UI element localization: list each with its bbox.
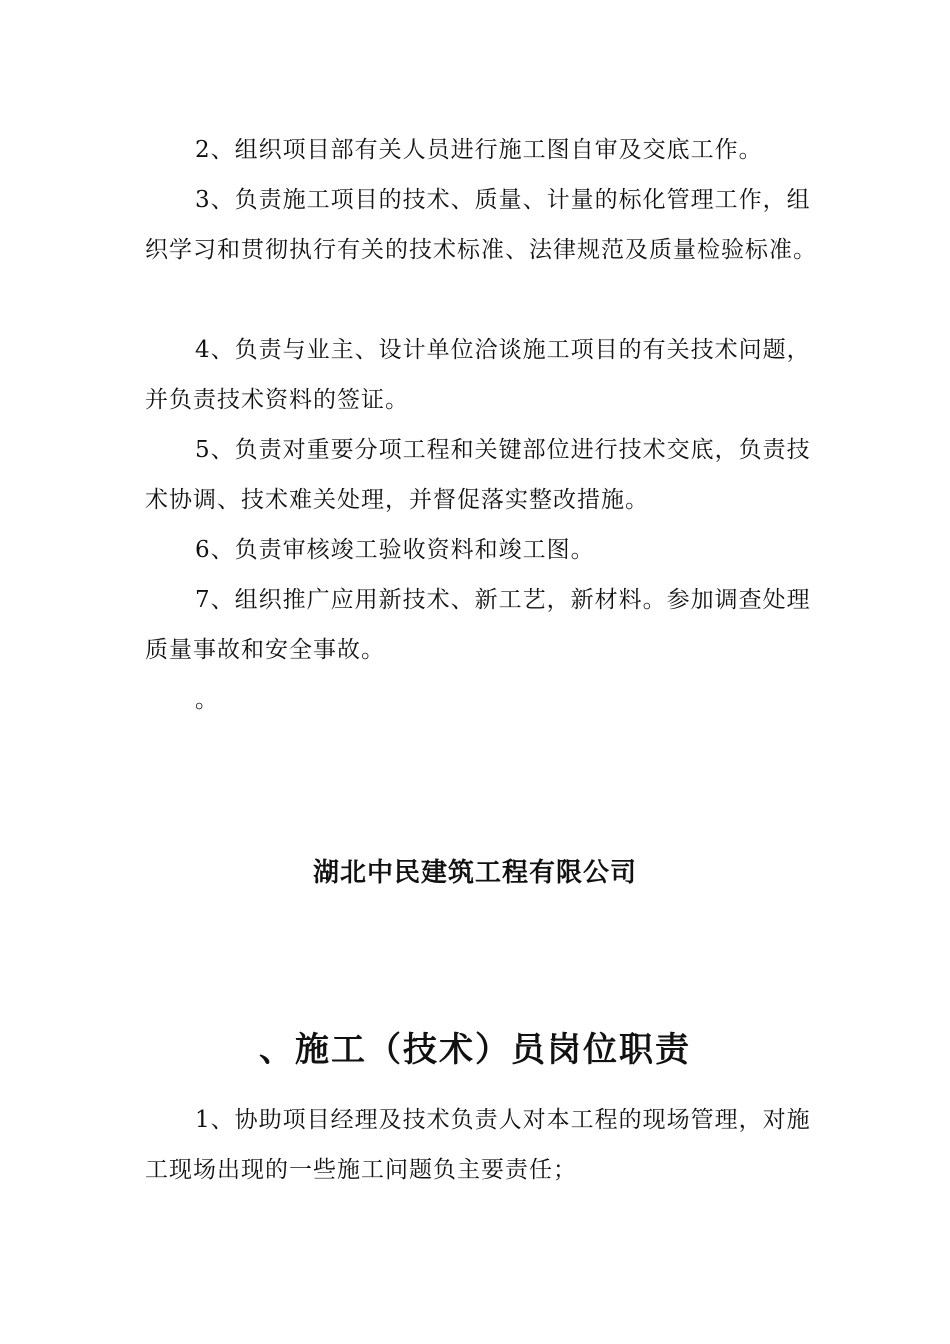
paragraph-item-6: 6、负责审核竣工验收资料和竣工图。 bbox=[195, 537, 595, 563]
paragraph-item-1: 1、协助项目经理及技术负责人对本工程的现场管理，对施工现场出现的一些施工问题负主要责任； bbox=[145, 1107, 811, 1183]
paragraph-item-5: 5、负责对重要分项工程和关键部位进行技术交底，负责技术协调、技术难关处理，并督促落实整改措施。 bbox=[145, 437, 811, 513]
section-title: 、施工（技术）员岗位职责 bbox=[259, 1030, 691, 1070]
paragraph-trailing-mark: 。 bbox=[195, 687, 219, 713]
paragraph-item-4: 4、负责与业主、设计单位洽谈施工项目的有关技术问题，并负责技术资料的签证。 bbox=[145, 337, 811, 413]
paragraph-item-2: 2、组织项目部有关人员进行施工图自审及交底工作。 bbox=[195, 137, 763, 163]
paragraph-item-7: 7、组织推广应用新技术、新工艺，新材料。参加调查处理质量事故和安全事故。 bbox=[145, 587, 811, 663]
company-name: 湖北中民建筑工程有限公司 bbox=[312, 858, 637, 888]
paragraph-item-3: 3、负责施工项目的技术、质量、计量的标化管理工作，组织学习和贯彻执行有关的技术标准、法律规范及质量检验标准。 bbox=[145, 187, 817, 263]
